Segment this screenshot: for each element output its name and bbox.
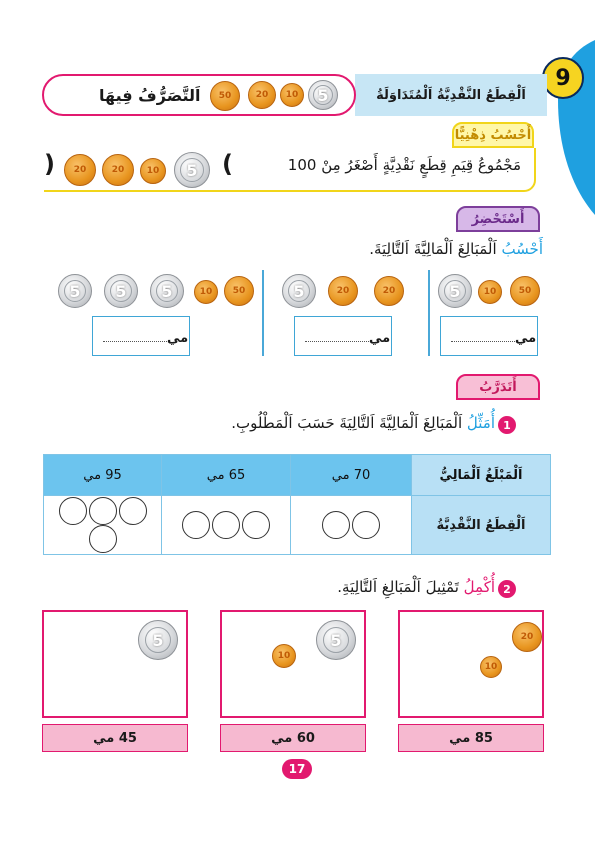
coin-circles[interactable] (44, 496, 162, 555)
q1-verb: أُمَثِّلُ (466, 414, 495, 432)
coin-20: 20 (512, 622, 542, 652)
table-cell: 95 مي (44, 455, 162, 496)
coin-5: 5 (308, 80, 338, 110)
answer-box[interactable] (440, 316, 538, 356)
q1-instruction (231, 414, 495, 432)
answer-field[interactable] (301, 331, 390, 346)
coin-5: 5 (174, 152, 210, 188)
unit-label: مي (369, 331, 391, 346)
frame-label: 45 مي (42, 724, 188, 752)
coin-50: 50 (224, 276, 254, 306)
q1-text: اَلْمَبَالِغَ اَلْمَالِيَّةَ اَلتَّالِيَةَ حَسَبَ اَلْمَطْلُوبِ. (231, 414, 463, 432)
coin-10: 10 (478, 280, 502, 304)
table-row (44, 496, 551, 555)
coin-5: 5 (438, 274, 472, 308)
practice-tag: أَتَدَرَّبُ (456, 374, 540, 400)
table-header: اَلْقِطَعُ النَّقْدِيَّةُ (412, 496, 551, 555)
mental-text (288, 156, 521, 174)
frame-label: 60 مي (220, 724, 366, 752)
answer-field[interactable] (99, 331, 188, 346)
title-pill (42, 74, 356, 116)
table-header: اَلْمَبْلَغُ اَلْمَالِيُّ (412, 455, 551, 496)
table-cell: 70 مي (291, 455, 412, 496)
answer-box[interactable] (294, 316, 392, 356)
recall-tag: أَسْتَحْضِرُ (456, 206, 540, 232)
q2-text: تَمْثِيلَ اَلْمَبَالِغِ اَلتَّالِيَةِ. (337, 578, 459, 596)
coin-5: 5 (58, 274, 92, 308)
coin-50: 50 (210, 81, 240, 111)
mental-statement: مَجْمُوعُ قِيَمِ قِطَعٍ نَقْدِيَّةٍ أَصْغَرُ مِنْ (321, 156, 521, 174)
divider (262, 270, 264, 356)
coin-circles[interactable] (162, 496, 291, 555)
coin-frame[interactable] (398, 610, 544, 718)
coin-20: 20 (374, 276, 404, 306)
unit-label: مي (515, 331, 537, 346)
coin-10: 10 (194, 280, 218, 304)
frame-label: 85 مي (398, 724, 544, 752)
unit-label: مي (167, 331, 189, 346)
q2-verb: أُكْمِلُ (463, 578, 495, 596)
amount-table (43, 454, 551, 555)
coin-20: 20 (64, 154, 96, 186)
paren-close: ) (44, 150, 55, 178)
coin-10: 10 (480, 656, 502, 678)
coin-50: 50 (510, 276, 540, 306)
question-number: 2 (498, 580, 516, 598)
recall-verb: أَحْسُبُ (501, 240, 543, 258)
coin-frame[interactable] (42, 610, 188, 718)
coin-20: 20 (102, 154, 134, 186)
recall-text: اَلْمَبَالِغَ اَلْمَالِيَّةَ اَلتَّالِيَةَ. (369, 240, 497, 258)
answer-box[interactable] (92, 316, 190, 356)
coin-20: 20 (248, 81, 276, 109)
coin-5: 5 (316, 620, 356, 660)
recall-instruction (369, 240, 543, 258)
paren-open: ( (222, 150, 233, 178)
page-number: 17 (282, 759, 312, 779)
coin-20: 20 (328, 276, 358, 306)
coin-5: 5 (104, 274, 138, 308)
mental-number: 100 (287, 156, 317, 174)
coin-5: 5 (150, 274, 184, 308)
answer-field[interactable] (447, 331, 536, 346)
coin-frame[interactable] (220, 610, 366, 718)
q2-instruction (337, 578, 495, 596)
coin-circles[interactable] (291, 496, 412, 555)
mental-tag: أَحْسُبُ ذِهْنِيًّا (452, 122, 534, 148)
table-row (44, 455, 551, 496)
coin-5: 5 (138, 620, 178, 660)
coin-10: 10 (272, 644, 296, 668)
question-number: 1 (498, 416, 516, 434)
lesson-number: 9 (542, 57, 584, 99)
coin-10: 10 (280, 83, 304, 107)
subtitle: اَلتَّصَرُّفُ فِيهَا (99, 86, 201, 105)
coin-10: 10 (140, 158, 166, 184)
coin-5: 5 (282, 274, 316, 308)
lesson-title (355, 74, 547, 116)
divider (428, 270, 430, 356)
table-cell: 65 مي (162, 455, 291, 496)
lesson-title-text: اَلْقِطَعُ النَّقْدِيَّةُ اَلْمُتَدَاوَلَةُ (376, 87, 526, 103)
